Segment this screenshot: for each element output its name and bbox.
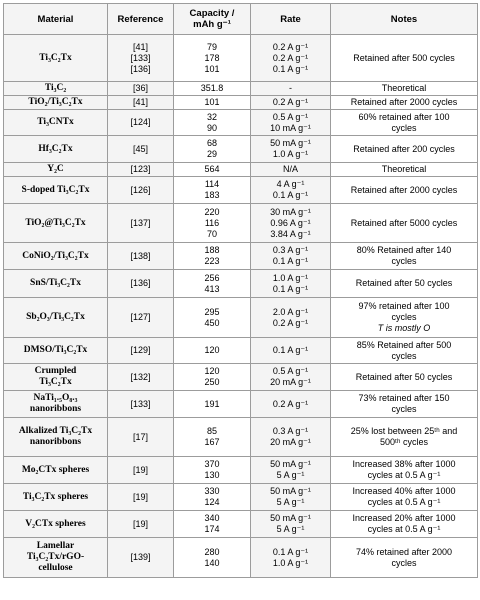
rate-cell: [251, 163, 331, 177]
material-line: SnS/Ti₃C₂Tx: [30, 278, 81, 288]
material-cell: [4, 136, 108, 163]
notes-cell: [331, 538, 478, 578]
rate-line: 0.1 A g⁻¹: [272, 345, 309, 355]
notes-line: 74% retained after 2000: [355, 546, 453, 557]
rate-line: 50 mA g⁻¹: [270, 486, 311, 496]
rate-line: 50 mA g⁻¹: [270, 459, 311, 469]
rate-line: 10 mA g⁻¹: [270, 122, 311, 133]
rate-line: 20 mA g⁻¹: [270, 377, 311, 387]
reference-cell: [108, 511, 174, 538]
capacity-line: 32: [206, 111, 217, 122]
reference-line: [19]: [132, 464, 148, 475]
material-cell: [4, 163, 108, 177]
reference-cell: [108, 364, 174, 391]
rate-cell: [251, 204, 331, 243]
notes-cell: [331, 35, 478, 82]
material-cell: [4, 457, 108, 484]
table-row: [4, 136, 478, 163]
reference-cell: [108, 391, 174, 418]
notes-line: Increased 20% after 1000: [352, 513, 456, 523]
notes-cell: [331, 364, 478, 391]
material-cell: [4, 270, 108, 298]
rate-line: 0.1 A g⁻¹: [272, 190, 309, 200]
header-rate: Rate: [251, 4, 331, 35]
reference-cell: [108, 270, 174, 298]
notes-line: Retained after 2000 cycles: [350, 184, 458, 195]
capacity-table: [3, 3, 478, 578]
notes-line: cycles: [391, 404, 417, 414]
reference-cell: [108, 538, 174, 578]
material-line: nanoribbons: [29, 437, 82, 447]
notes-cell: [331, 391, 478, 418]
notes-line: Retained after 5000 cycles: [350, 217, 458, 228]
notes-line: cycles: [391, 256, 417, 266]
material-cell: [4, 364, 108, 391]
notes-line: Retained after 500 cycles: [353, 52, 455, 63]
material-line: Ti₃C₂Tx/rGO-: [26, 552, 85, 562]
rate-line: 0.3 A g⁻¹: [272, 426, 309, 436]
capacity-line: 191: [204, 398, 220, 409]
capacity-cell: [174, 418, 251, 457]
capacity-line: 250: [204, 377, 220, 387]
rate-line: 0.3 A g⁻¹: [272, 245, 309, 255]
reference-line: [127]: [130, 312, 151, 322]
capacity-line: 280: [204, 546, 220, 557]
capacity-line: 101: [204, 97, 220, 107]
notes-line: Retained after 50 cycles: [355, 278, 453, 288]
table-row: [4, 96, 478, 110]
capacity-line: 90: [206, 122, 217, 133]
header-capacity-line: Capacity /: [189, 8, 235, 19]
header-reference: Reference: [108, 4, 174, 35]
capacity-cell: [174, 364, 251, 391]
material-line: TiO₂/Ti₃C₂Tx: [28, 97, 83, 107]
material-cell: [4, 511, 108, 538]
reference-line: [41]: [132, 97, 148, 107]
rate-line: 1.0 A g⁻¹: [272, 149, 309, 159]
material-line: cellulose: [38, 563, 73, 573]
notes-line: cycles: [391, 557, 417, 568]
reference-line: [129]: [130, 345, 151, 355]
header-capacity-unit: mAh g⁻¹: [193, 19, 231, 30]
capacity-cell: [174, 177, 251, 204]
capacity-cell: [174, 110, 251, 136]
material-cell: [4, 35, 108, 82]
table-row: [4, 110, 478, 136]
capacity-line: 330: [204, 486, 220, 496]
reference-cell: [108, 298, 174, 338]
reference-cell: [108, 96, 174, 110]
notes-line: 80% Retained after 140: [356, 245, 452, 255]
notes-line: Retained after 2000 cycles: [350, 97, 458, 107]
rate-line: 5 A g⁻¹: [276, 524, 305, 534]
header-material: Material: [4, 4, 108, 35]
notes-cell: [331, 177, 478, 204]
rate-cell: [251, 82, 331, 96]
material-cell: [4, 110, 108, 136]
material-line: S-doped Ti₃C₂Tx: [21, 184, 90, 195]
reference-cell: [108, 204, 174, 243]
capacity-line: 101: [204, 63, 220, 74]
capacity-cell: [174, 204, 251, 243]
capacity-cell: [174, 35, 251, 82]
capacity-cell: [174, 136, 251, 163]
table-row: [4, 418, 478, 457]
capacity-cell: [174, 270, 251, 298]
rate-cell: [251, 243, 331, 270]
reference-cell: [108, 457, 174, 484]
reference-line: [123]: [130, 164, 151, 174]
rate-line: 0.1 A g⁻¹: [272, 283, 309, 294]
table-row: [4, 511, 478, 538]
rate-line: 50 mA g⁻¹: [270, 513, 311, 523]
material-line: Ti₃C₂Tx: [39, 52, 72, 63]
notes-cell: [331, 418, 478, 457]
material-cell: [4, 243, 108, 270]
notes-line: T is mostly O: [377, 323, 431, 333]
rate-cell: [251, 538, 331, 578]
capacity-line: 295: [204, 306, 220, 317]
reference-line: [139]: [130, 552, 151, 562]
capacity-line: 188: [204, 245, 220, 255]
table-body: [4, 35, 478, 578]
rate-line: 5 A g⁻¹: [276, 497, 305, 507]
rate-cell: [251, 364, 331, 391]
material-line: Mo₂CTx spheres: [21, 464, 90, 475]
material-cell: [4, 338, 108, 364]
material-line: V₂CTx spheres: [25, 518, 86, 529]
material-line: nanoribbons: [29, 404, 82, 414]
notes-cell: [331, 82, 478, 96]
capacity-table-container: [3, 3, 477, 578]
material-line: DMSO/Ti₃C₂Tx: [23, 345, 88, 355]
material-cell: [4, 391, 108, 418]
table-row: [4, 82, 478, 96]
rate-line: 0.1 A g⁻¹: [272, 63, 309, 74]
notes-cell: [331, 511, 478, 538]
rate-line: 5 A g⁻¹: [276, 470, 305, 480]
reference-cell: [108, 243, 174, 270]
notes-line: Retained after 200 cycles: [353, 143, 455, 154]
rate-cell: [251, 270, 331, 298]
notes-line: Increased 40% after 1000: [352, 486, 456, 496]
capacity-line: 124: [204, 497, 220, 507]
capacity-cell: [174, 298, 251, 338]
notes-line: 85% Retained after 500: [356, 339, 452, 350]
notes-line: Theoretical: [381, 164, 427, 174]
table-row: [4, 177, 478, 204]
material-line: Ti₃C₂Tx spheres: [22, 491, 89, 502]
reference-line: [19]: [132, 491, 148, 502]
material-line: Ti₃C₂: [44, 83, 67, 93]
header-notes: Notes: [331, 4, 478, 35]
rate-line: 0.96 A g⁻¹: [270, 217, 311, 228]
rate-line: 0.2 A g⁻¹: [272, 97, 309, 107]
table-row: [4, 457, 478, 484]
table-row: [4, 364, 478, 391]
table-row: [4, 35, 478, 82]
material-line: NaTi₁.₅O₈.₃: [33, 393, 78, 403]
table-row: [4, 391, 478, 418]
reference-cell: [108, 484, 174, 511]
reference-cell: [108, 35, 174, 82]
table-row: [4, 270, 478, 298]
rate-line: 30 mA g⁻¹: [270, 206, 311, 217]
capacity-line: 140: [204, 557, 220, 568]
table-row: [4, 338, 478, 364]
capacity-line: 68: [206, 138, 217, 148]
notes-line: 25% lost between 25ᵗʰ and: [350, 426, 458, 436]
reference-line: [41]: [132, 41, 148, 52]
capacity-cell: [174, 457, 251, 484]
material-line: Crumpled: [34, 366, 77, 376]
capacity-cell: [174, 391, 251, 418]
notes-line: Theoretical: [381, 83, 427, 93]
capacity-line: 85: [206, 426, 217, 436]
capacity-line: 79: [206, 41, 217, 52]
rate-cell: [251, 391, 331, 418]
reference-cell: [108, 163, 174, 177]
notes-line: cycles: [391, 122, 417, 133]
capacity-line: 223: [204, 256, 220, 266]
rate-line: 1.0 A g⁻¹: [272, 272, 309, 283]
material-line: Alkalized Ti₃C₂Tx: [18, 426, 93, 436]
capacity-line: 370: [204, 459, 220, 469]
rate-cell: [251, 338, 331, 364]
notes-line: Retained after 50 cycles: [355, 371, 453, 382]
material-cell: [4, 418, 108, 457]
capacity-line: 351.8: [200, 83, 224, 93]
capacity-cell: [174, 96, 251, 110]
notes-cell: [331, 298, 478, 338]
notes-cell: [331, 338, 478, 364]
notes-cell: [331, 110, 478, 136]
notes-cell: [331, 163, 478, 177]
notes-cell: [331, 243, 478, 270]
capacity-cell: [174, 163, 251, 177]
header-capacity: [174, 4, 251, 35]
header-row: [4, 4, 478, 35]
reference-line: [138]: [130, 250, 151, 261]
rate-cell: [251, 484, 331, 511]
notes-line: 97% retained after 100: [358, 301, 450, 311]
material-cell: [4, 298, 108, 338]
reference-cell: [108, 136, 174, 163]
capacity-line: 220: [204, 206, 220, 217]
rate-line: 4 A g⁻¹: [276, 179, 305, 189]
material-cell: [4, 484, 108, 511]
table-row: [4, 163, 478, 177]
capacity-cell: [174, 243, 251, 270]
rate-line: 20 mA g⁻¹: [270, 437, 311, 447]
capacity-line: 413: [204, 283, 220, 294]
material-cell: [4, 538, 108, 578]
reference-line: [137]: [130, 217, 151, 228]
rate-line: 0.2 A g⁻¹: [272, 317, 309, 328]
notes-line: cycles at 0.5 A g⁻¹: [367, 470, 441, 480]
rate-line: N/A: [282, 164, 298, 174]
material-line: TiO₂@Ti₃C₂Tx: [25, 217, 86, 228]
capacity-cell: [174, 538, 251, 578]
capacity-line: 564: [204, 164, 220, 174]
notes-line: 500ᵗʰ cycles: [380, 437, 428, 447]
reference-cell: [108, 177, 174, 204]
rate-cell: [251, 136, 331, 163]
notes-cell: [331, 270, 478, 298]
reference-line: [136]: [130, 63, 151, 74]
rate-cell: [251, 457, 331, 484]
reference-line: [136]: [130, 278, 151, 288]
material-line: CoNiO₂/Ti₃C₂Tx: [22, 250, 89, 261]
material-line: Y₂C: [47, 164, 64, 174]
rate-line: 1.0 A g⁻¹: [272, 557, 309, 568]
material-cell: [4, 96, 108, 110]
notes-cell: [331, 204, 478, 243]
capacity-line: 116: [204, 217, 220, 228]
table-row: [4, 538, 478, 578]
reference-line: [19]: [132, 518, 148, 529]
capacity-line: 178: [204, 52, 220, 63]
capacity-cell: [174, 338, 251, 364]
material-line: Ti₃CNTx: [37, 117, 74, 127]
rate-line: 0.1 A g⁻¹: [272, 256, 309, 266]
rate-cell: [251, 110, 331, 136]
rate-cell: [251, 177, 331, 204]
material-cell: [4, 204, 108, 243]
reference-line: [126]: [130, 184, 151, 195]
capacity-line: 174: [204, 524, 220, 534]
table-row: [4, 204, 478, 243]
table-row: [4, 298, 478, 338]
notes-cell: [331, 484, 478, 511]
capacity-cell: [174, 484, 251, 511]
reference-line: [45]: [132, 143, 148, 154]
capacity-line: 256: [204, 272, 220, 283]
notes-line: 60% retained after 100: [358, 111, 450, 122]
notes-line: Increased 38% after 1000: [352, 459, 456, 469]
notes-line: cycles: [391, 350, 417, 361]
capacity-line: 183: [204, 190, 220, 200]
notes-line: cycles at 0.5 A g⁻¹: [367, 497, 441, 507]
reference-line: [17]: [132, 431, 148, 442]
capacity-line: 167: [204, 437, 220, 447]
capacity-cell: [174, 82, 251, 96]
rate-line: 2.0 A g⁻¹: [272, 306, 309, 317]
rate-line: 0.1 A g⁻¹: [272, 546, 309, 557]
rate-line: -: [289, 83, 292, 93]
notes-cell: [331, 96, 478, 110]
reference-line: [36]: [132, 83, 148, 93]
rate-line: 0.2 A g⁻¹: [272, 52, 309, 63]
material-cell: [4, 177, 108, 204]
material-line: Lamellar: [36, 541, 75, 551]
reference-cell: [108, 418, 174, 457]
notes-line: cycles: [391, 312, 417, 322]
reference-cell: [108, 110, 174, 136]
capacity-line: 450: [204, 317, 220, 328]
notes-cell: [331, 136, 478, 163]
capacity-cell: [174, 511, 251, 538]
rate-line: 3.84 A g⁻¹: [270, 228, 311, 239]
material-line: Ti₃C₂Tx: [39, 377, 72, 387]
notes-line: 73% retained after 150: [358, 393, 450, 403]
rate-line: 0.5 A g⁻¹: [272, 366, 309, 376]
rate-cell: [251, 511, 331, 538]
reference-line: [124]: [130, 117, 151, 127]
reference-cell: [108, 338, 174, 364]
rate-line: 0.2 A g⁻¹: [272, 41, 309, 52]
capacity-line: 29: [206, 149, 217, 159]
reference-line: [132]: [130, 371, 151, 382]
rate-cell: [251, 418, 331, 457]
capacity-line: 120: [204, 345, 220, 355]
notes-cell: [331, 457, 478, 484]
rate-line: 50 mA g⁻¹: [270, 138, 311, 148]
capacity-line: 130: [204, 470, 220, 480]
capacity-line: 120: [204, 366, 220, 376]
table-row: [4, 484, 478, 511]
rate-cell: [251, 35, 331, 82]
rate-cell: [251, 298, 331, 338]
rate-cell: [251, 96, 331, 110]
material-line: Sb₂O₃/Ti₃C₂Tx: [26, 312, 85, 322]
notes-line: cycles at 0.5 A g⁻¹: [367, 524, 441, 534]
table-row: [4, 243, 478, 270]
capacity-line: 114: [204, 179, 220, 189]
reference-cell: [108, 82, 174, 96]
reference-line: [133]: [130, 398, 151, 409]
material-cell: [4, 82, 108, 96]
material-line: Hf₃C₂Tx: [38, 143, 73, 154]
rate-line: 0.2 A g⁻¹: [272, 398, 309, 409]
reference-line: [133]: [130, 52, 151, 63]
capacity-line: 70: [206, 228, 217, 239]
capacity-line: 340: [204, 513, 220, 523]
rate-line: 0.5 A g⁻¹: [272, 111, 309, 122]
